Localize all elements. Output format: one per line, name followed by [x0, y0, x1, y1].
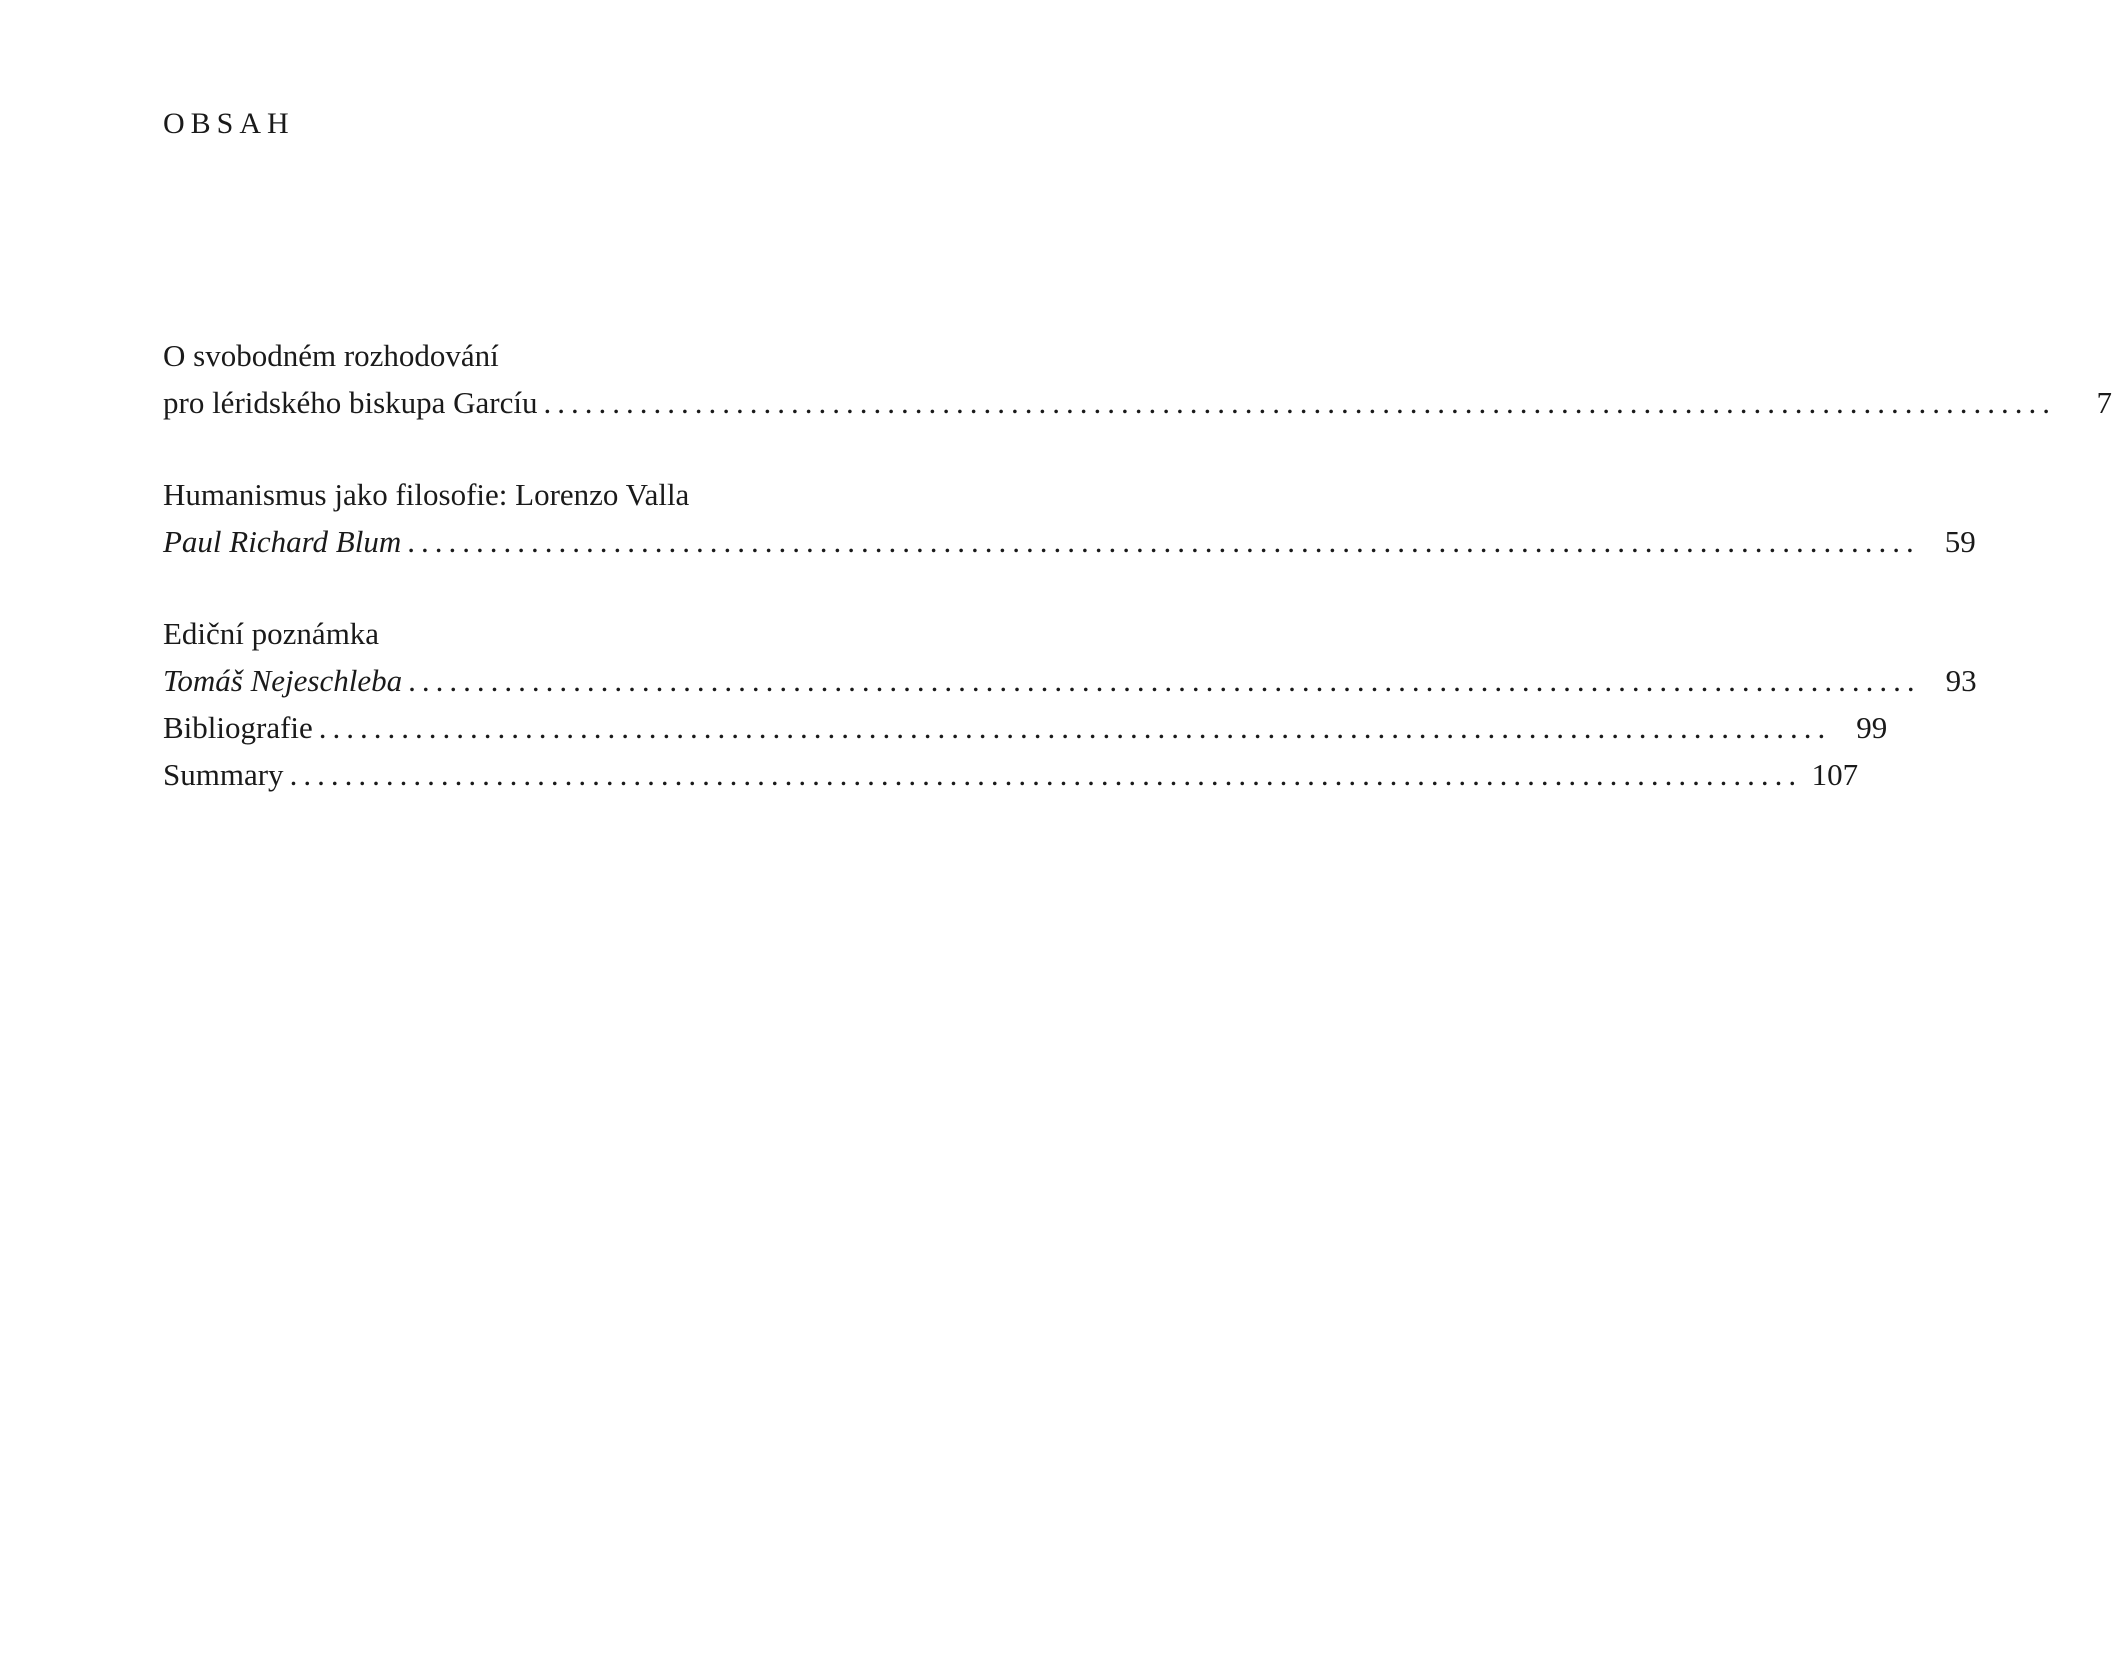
toc-entry — [163, 610, 1977, 704]
toc-entry-title: Humanismus jako filosofie: Lorenzo Valla — [163, 477, 690, 512]
dot-leader: .............................................................................................................. — [408, 663, 1921, 698]
spacer — [163, 426, 887, 471]
dot-leader: .............................................................................................................. — [318, 710, 1832, 745]
toc-entry-line[interactable] — [163, 518, 1976, 565]
toc-entry-line[interactable] — [163, 751, 1859, 798]
toc-entry-subtitle: pro léridského biskupa Garcíu — [163, 385, 538, 420]
spacer — [163, 565, 887, 610]
page-number: 59 — [1944, 524, 1976, 559]
toc-entry — [163, 332, 2112, 426]
toc-entry-line[interactable] — [163, 704, 1888, 751]
toc-entry-title: Ediční poznámka — [163, 616, 380, 651]
page-number: 93 — [1945, 663, 1977, 698]
page-title: OBSAH — [163, 107, 295, 140]
toc-entry-author: Paul Richard Blum — [163, 524, 402, 559]
page-number: 107 — [1811, 757, 1859, 792]
dot-leader: .............................................................................................................. — [407, 524, 1920, 559]
page-number: 99 — [1856, 710, 1888, 745]
toc-entry-line[interactable] — [163, 657, 1977, 704]
toc-entry-line[interactable] — [163, 379, 2112, 426]
dot-leader: .............................................................................................................. — [543, 385, 2056, 420]
toc-entry-title: O svobodném rozhodování — [163, 338, 499, 373]
table-of-contents — [163, 332, 2112, 798]
page-number: 7 — [2096, 385, 2112, 420]
dot-leader: .............................................................................................................. — [289, 757, 1803, 792]
toc-entry-title: Summary — [163, 757, 284, 792]
toc-entry-title: Bibliografie — [163, 710, 313, 745]
toc-entry-author: Tomáš Nejeschleba — [163, 663, 403, 698]
toc-entry — [163, 471, 1976, 565]
